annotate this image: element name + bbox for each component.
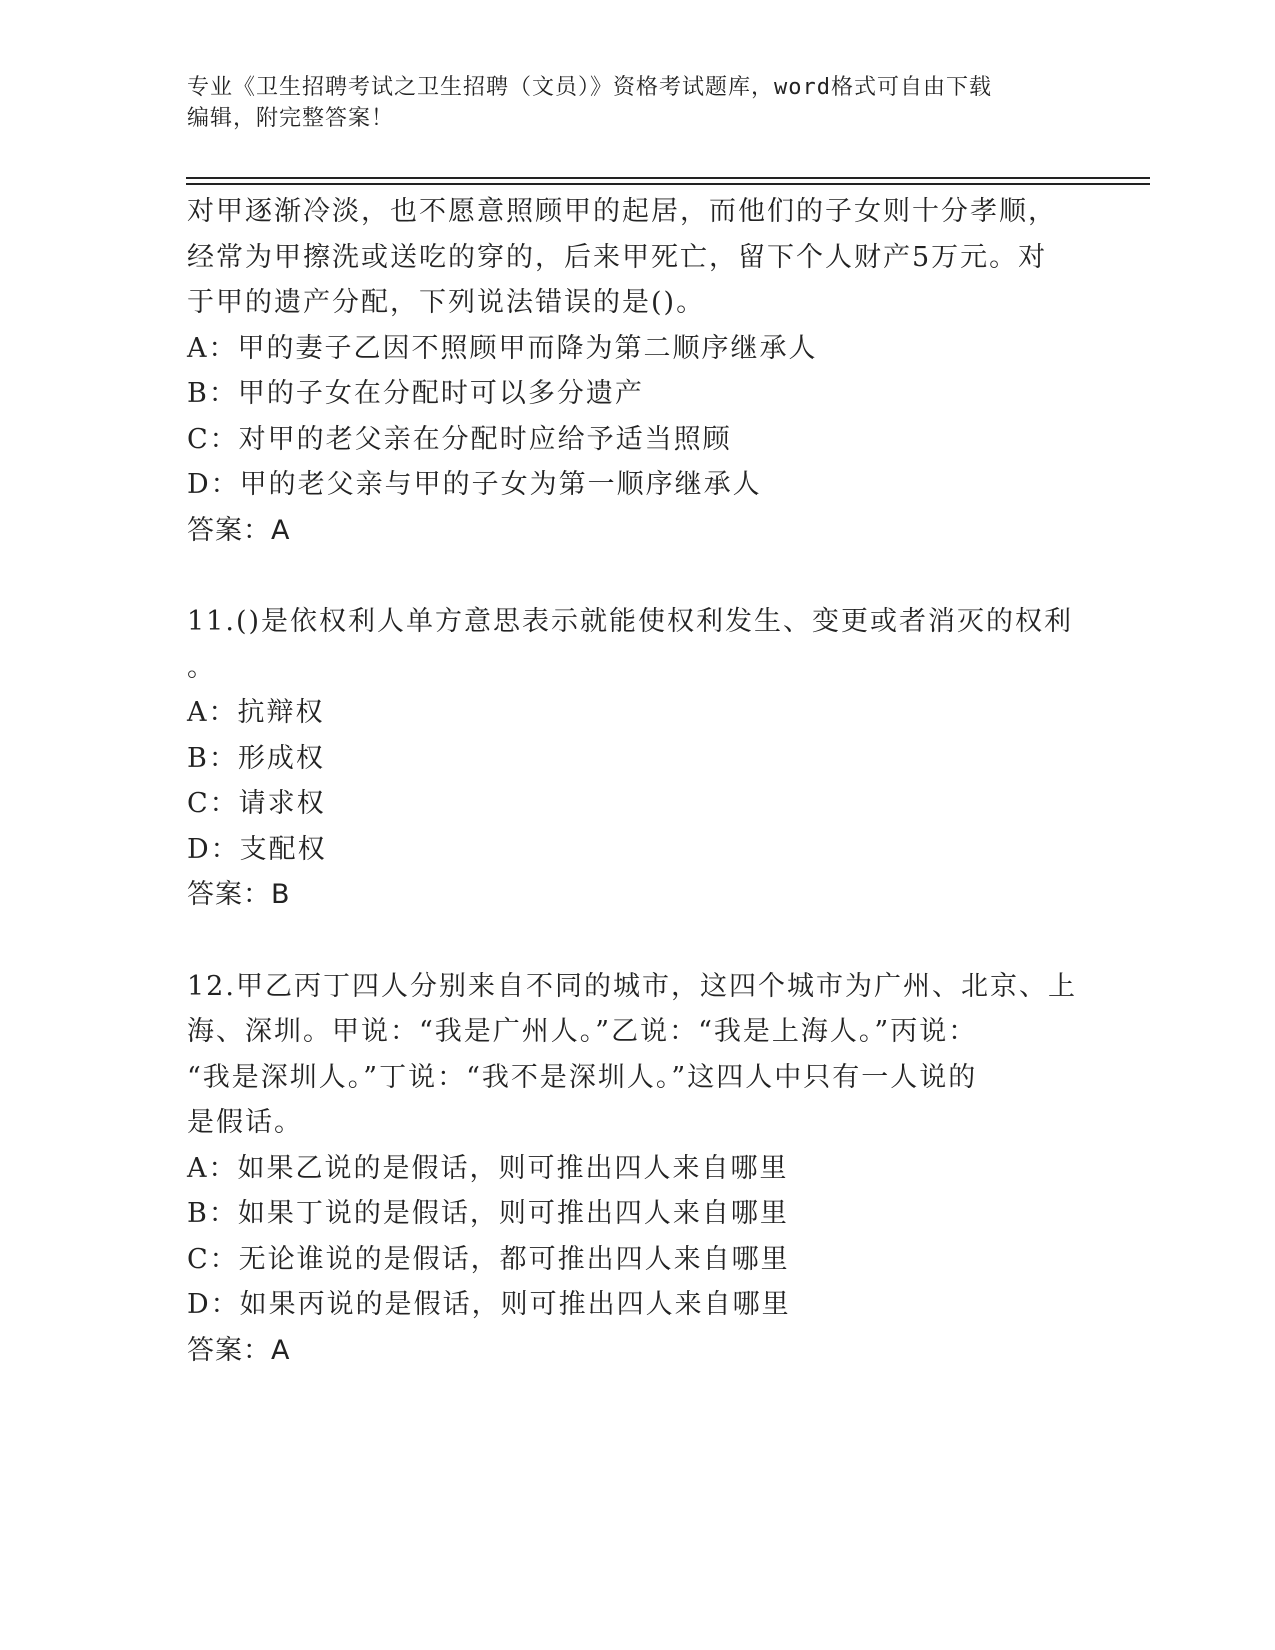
option-d: D：如果丙说的是假话，则可推出四人来自哪里 xyxy=(187,1289,791,1320)
answer-line: 答案：A xyxy=(187,514,291,546)
option-c: C：对甲的老父亲在分配时应给予适当照顾 xyxy=(187,423,732,455)
spacer xyxy=(187,553,1087,599)
header-line-2: 编辑，附完整答案！ xyxy=(187,106,395,131)
question-stem-line: 对甲逐渐冷淡，也不愿意照顾甲的起居，而他们的子女则十分孝顺， xyxy=(187,196,1057,227)
header-line-1: 专业《卫生招聘考试之卫生招聘（文员）》资格考试题库，word格式可自由下载 xyxy=(187,75,992,100)
answer-line: 答案：B xyxy=(187,879,291,910)
question-stem-line: 海、深圳。甲说：“我是广州人。”乙说：“我是上海人。”丙说： xyxy=(187,1016,978,1047)
option-b: B：形成权 xyxy=(187,742,325,774)
option-a: A：抗辩权 xyxy=(187,697,325,728)
header-divider-top xyxy=(186,177,1150,179)
option-d: D：支配权 xyxy=(187,833,327,865)
question-stem-line: 经常为甲擦洗或送吃的穿的，后来甲死亡，留下个人财产5万元。对 xyxy=(187,241,1048,273)
question-12 xyxy=(187,964,1087,1374)
question-stem-line: 。 xyxy=(187,651,216,683)
question-stem-line: “我是深圳人。”丁说：“我不是深圳人。”这四人中只有一人说的 xyxy=(187,1061,978,1093)
option-b: B：甲的子女在分配时可以多分遗产 xyxy=(187,378,644,409)
option-d: D：甲的老父亲与甲的子女为第一顺序继承人 xyxy=(187,469,762,500)
question-10 xyxy=(187,189,1087,553)
option-c: C：请求权 xyxy=(187,788,326,819)
option-b: B：如果丁说的是假话，则可推出四人来自哪里 xyxy=(187,1198,789,1229)
question-stem-line: 11.()是依权利人单方意思表示就能使权利发生、变更或者消灭的权利 xyxy=(187,606,1074,637)
option-a: A：如果乙说的是假话，则可推出四人来自哪里 xyxy=(187,1152,789,1184)
option-a: A：甲的妻子乙因不照顾甲而降为第二顺序继承人 xyxy=(187,332,818,364)
question-stem-line: 是假话。 xyxy=(187,1107,303,1138)
header-divider-bottom xyxy=(186,183,1150,185)
question-stem-line: 于甲的遗产分配，下列说法错误的是()。 xyxy=(187,287,706,318)
question-11 xyxy=(187,599,1087,918)
document-header xyxy=(187,72,1087,134)
answer-line: 答案：A xyxy=(187,1334,291,1366)
question-content xyxy=(187,189,1087,1373)
option-c: C：无论谁说的是假话，都可推出四人来自哪里 xyxy=(187,1243,790,1275)
question-stem-line: 12.甲乙丙丁四人分别来自不同的城市，这四个城市为广州、北京、上 xyxy=(187,970,1077,1002)
spacer xyxy=(187,918,1087,964)
